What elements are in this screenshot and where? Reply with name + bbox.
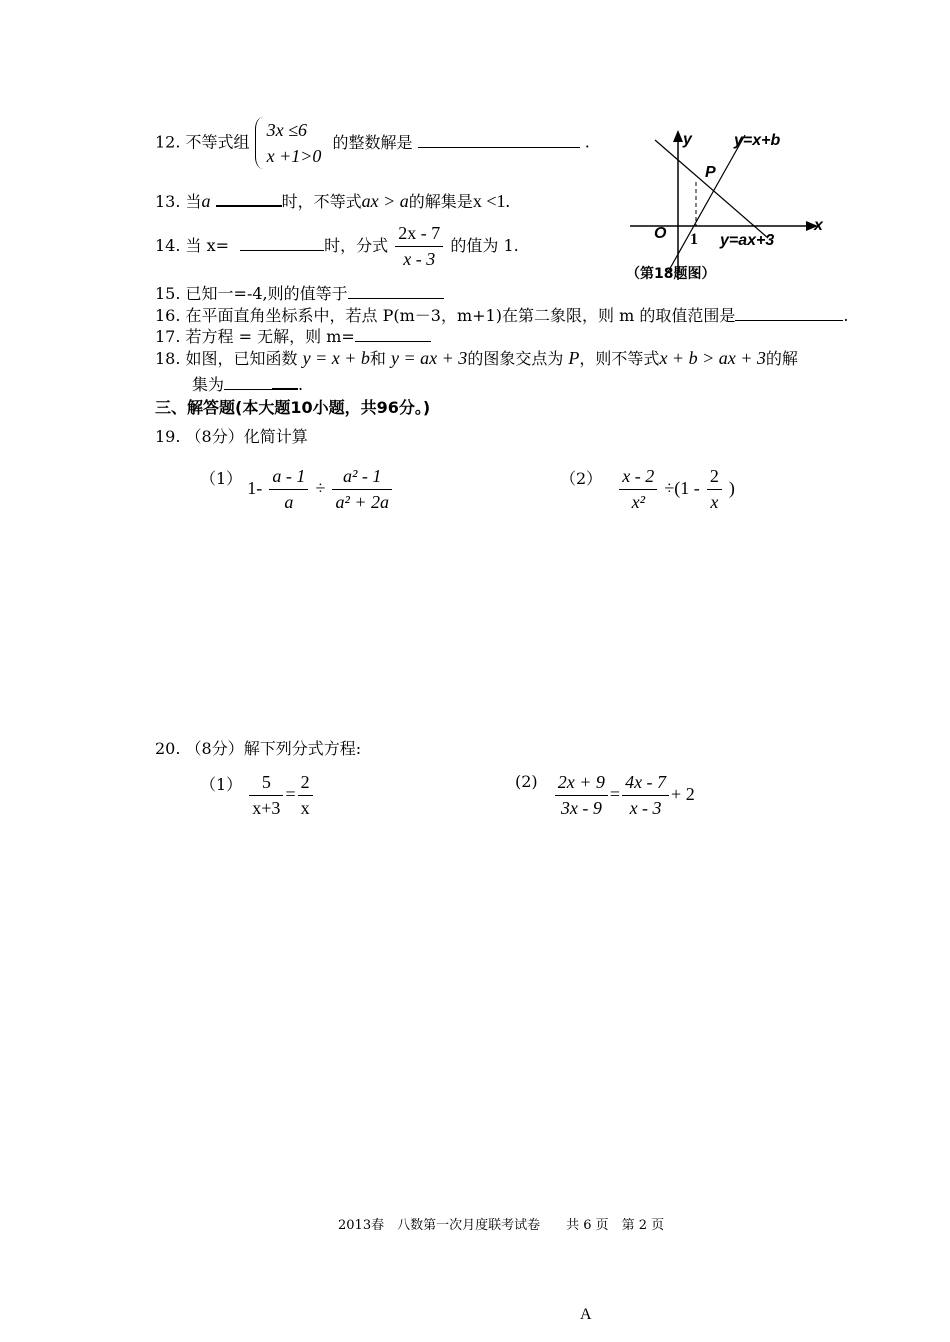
q12-answer-blank[interactable] — [418, 133, 580, 148]
question-14 — [155, 223, 519, 270]
q20-p2-label: (2) — [515, 772, 538, 791]
q18-function-1: y = x + b — [302, 348, 370, 368]
q19-p2-fraction-1 — [619, 466, 657, 513]
tick-1-label: 1 — [690, 231, 698, 248]
q19-p1-f2-den: a² + 2a — [335, 492, 389, 512]
q13-inequality: ax > a — [361, 191, 409, 211]
q20-p2-left-fraction — [555, 772, 608, 819]
y-axis-arrow — [673, 130, 683, 142]
q20-p1-right-den: x — [300, 798, 310, 818]
point-p-label: P — [705, 164, 716, 181]
q19-p1-fraction-1 — [269, 466, 308, 513]
q18-point-p: P — [568, 348, 580, 368]
q16-end: . — [843, 306, 849, 325]
q14-suffix: 的值为 1. — [450, 236, 519, 255]
q19-p1-label: （1） — [200, 469, 243, 488]
q15-text: 15. 已知一=-4,则的值等于 — [155, 284, 348, 303]
q13-solution: x <1. — [472, 191, 510, 211]
q19-p1-f1-num: a - 1 — [269, 466, 308, 490]
question-18-line2 — [192, 372, 303, 395]
q20-p1-left-num: 5 — [249, 772, 283, 796]
q18-answer-blank[interactable] — [224, 375, 272, 390]
question-18 — [155, 346, 798, 369]
q14-numerator: 2x - 7 — [395, 223, 443, 247]
q19-p2-f1-num: x - 2 — [619, 466, 657, 490]
q14-answer-blank[interactable] — [240, 236, 324, 251]
q20-title: 20. （8分）解下列分式方程: — [155, 739, 362, 758]
origin-label: O — [654, 225, 667, 242]
q19-p1-lead: 1- — [247, 478, 263, 498]
q19-p1-f1-den: a — [284, 492, 294, 512]
q20-p1-left-fraction — [249, 772, 283, 819]
question-15 — [155, 281, 444, 304]
section-3-title: 三、解答题(本大题10小题，共96分。) — [155, 398, 431, 417]
q13-prefix: 13. 当 — [155, 192, 202, 211]
q17-answer-blank[interactable] — [355, 327, 431, 342]
q19-p1-operator: ÷ — [315, 478, 326, 498]
q19-p2-f1-den: x² — [631, 492, 645, 512]
q14-prefix: 14. 当 x= — [155, 236, 230, 255]
brace — [255, 117, 264, 169]
q19-p2-label: （2） — [560, 469, 603, 488]
q20-p2-left-num: 2x + 9 — [555, 772, 608, 796]
q20-p1-right-fraction — [298, 772, 313, 819]
q17-text: 17. 若方程 = 无解，则 m= — [155, 327, 355, 346]
q20-part-2 — [515, 772, 695, 819]
q19-p2-operator: ÷(1 - — [664, 478, 700, 498]
q16-text: 16. 在平面直角坐标系中，若点 P(m－3，m+1)在第二象限，则 m 的取值范围是 — [155, 306, 736, 325]
q20-p2-right-fraction — [622, 772, 669, 819]
q16-answer-blank[interactable] — [735, 306, 843, 321]
question-16 — [155, 303, 848, 326]
q14-denominator: x - 3 — [403, 249, 436, 269]
question-12 — [155, 117, 590, 169]
q18-answer-blank-underline — [272, 374, 298, 390]
q15-answer-blank[interactable] — [348, 284, 444, 299]
q19-p2-fraction-2 — [707, 466, 722, 513]
q19-title: 19. （8分）化简计算 — [155, 427, 308, 446]
q13-answer-blank[interactable] — [216, 191, 282, 207]
q20-p2-left-den: 3x - 9 — [560, 798, 602, 818]
q20-p1-label: （1） — [200, 775, 243, 794]
x-axis-label: x — [814, 217, 823, 234]
line1-label: y=x+b — [734, 132, 781, 149]
question-17 — [155, 324, 431, 347]
q18-suffix: 的解 — [765, 349, 798, 368]
q12-system — [255, 117, 322, 169]
line-y-ax-plus-3 — [655, 140, 768, 238]
page-mark: A — [580, 1306, 592, 1323]
line2-label: y=ax+3 — [720, 232, 775, 249]
q18-and: 和 — [369, 349, 386, 368]
q19-p1-f2-num: a² - 1 — [332, 466, 392, 490]
q20-p2-right-num: 4x - 7 — [622, 772, 669, 796]
q19-part-1 — [200, 466, 394, 513]
q18-mid2: ，则不等式 — [579, 349, 660, 368]
q18-graph — [620, 120, 835, 285]
q20-p1-left-den: x+3 — [252, 798, 281, 818]
q14-mid: 时，分式 — [324, 236, 389, 255]
q18-prefix: 18. 如图，已知函数 — [155, 349, 298, 368]
page-footer: 2013春 八数第一次月度联考试卷 共 6 页 第 2 页 — [338, 1218, 665, 1233]
graph-caption: （第18题图） — [626, 266, 716, 282]
q18-end: . — [298, 375, 304, 394]
q20-p2-tail: + 2 — [671, 784, 695, 804]
q18-mid: 的图象交点为 — [467, 349, 564, 368]
q18-inequality: x + b > ax + 3 — [659, 348, 766, 368]
q20-part-1 — [200, 772, 315, 819]
q19-p2-f2-den: x — [710, 492, 719, 512]
q18-function-2: y = ax + 3 — [391, 348, 468, 368]
q20-p2-right-den: x - 3 — [629, 798, 662, 818]
q13-mid2: 的解集是 — [408, 192, 473, 211]
q19-p2-f2-num: 2 — [707, 466, 722, 490]
q19-p1-fraction-2 — [332, 466, 392, 513]
y-axis-label: y — [683, 131, 692, 148]
q12-suffix: 的整数解是 — [332, 132, 413, 152]
q20-p1-right-num: 2 — [298, 772, 313, 796]
q20-p2-equals: = — [609, 784, 621, 804]
q14-fraction — [395, 223, 443, 270]
q12-row2: x +1>0 — [266, 146, 322, 166]
line-y-x-plus-b — [668, 135, 745, 272]
q12-prefix: 12. 不等式组 — [155, 132, 250, 152]
q13-mid1: 时，不等式 — [281, 192, 362, 211]
q20-p1-equals: = — [285, 784, 296, 804]
q19-part-2 — [560, 466, 735, 513]
q13-var-a: a — [201, 191, 211, 211]
q12-end: . — [584, 132, 590, 152]
q12-row1: 3x ≤6 — [266, 120, 308, 140]
q18-line2-text: 集为 — [192, 375, 225, 394]
q19-p2-close: ) — [728, 478, 735, 498]
question-13 — [155, 189, 510, 212]
